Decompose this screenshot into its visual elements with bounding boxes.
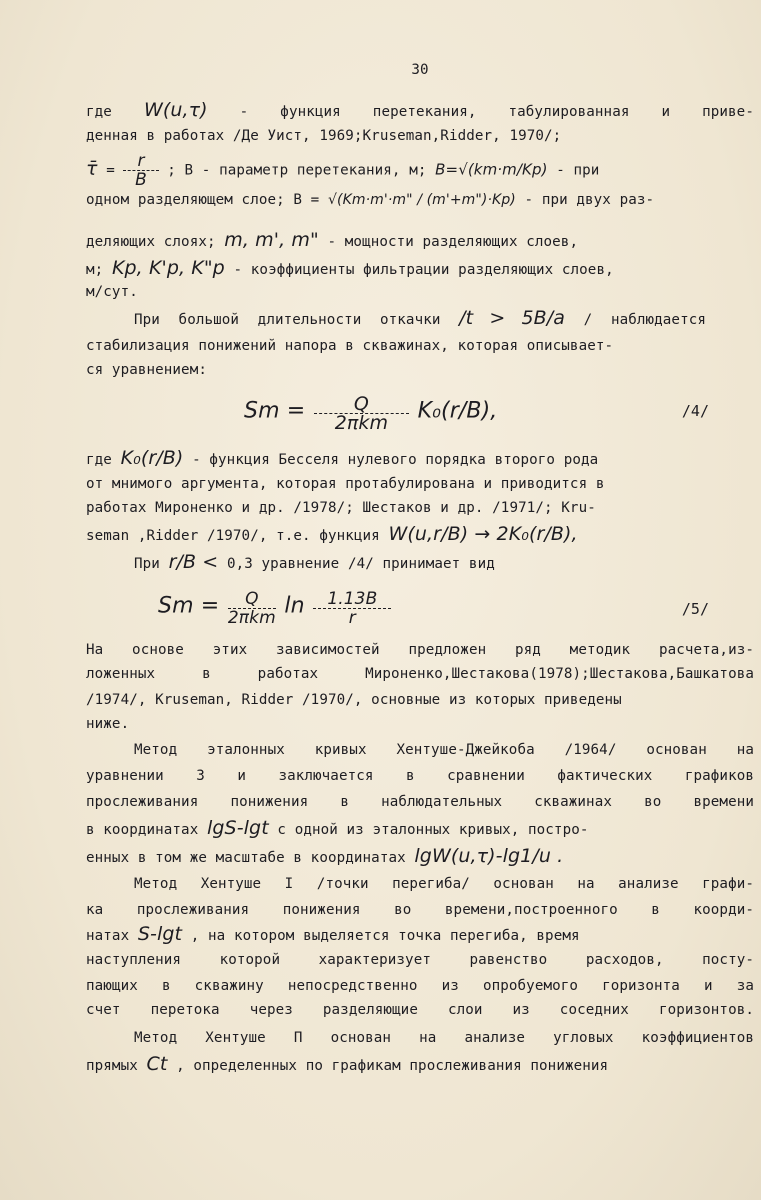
text-line-20: Метод эталонных кривых Хентуше-Джейкоба /1964/ основан на (134, 742, 754, 758)
text-line-32: прямых Ct , определенных по графикам прослеживания понижения (86, 1053, 609, 1075)
text-line-9: стабилизация понижений напора в скважинах, которая описывает- (86, 338, 614, 354)
text-line-30: счет перетока через разделяющие слои из соседних горизонтов. (86, 1002, 754, 1018)
text-line-19: ниже. (86, 716, 130, 732)
text-line-12: от мнимого аргумента, которая протабулирована и приводится в (86, 476, 605, 492)
text-line-6: м; Kp, K'p, K"p - коэффициенты фильтрации разделяющих слоев, (86, 257, 614, 279)
fraction-tau: $\frac{r}{B}$ (123, 152, 158, 189)
text-line-15: При r/B < 0,3 уравнение /4/ принимает вид (134, 551, 495, 573)
text-line-4: одном разделяющем слое; B = √(Km·m'·m" / (m'+m")·Kp) - при двух раз- (86, 192, 655, 208)
text-line-2: денная в работах /Де Уист, 1969;Kruseman,Ridder, 1970/; (86, 128, 562, 144)
text-line-1: где W(u,τ) - функция перетекания, табулированная и приве- (86, 99, 754, 121)
text-line-10: ся уравнением: (86, 362, 207, 378)
text-line-3: τ̄ = $\frac{r}{B}$ ; B - параметр перетекания, м; B=√(km·m/Kp) - при (86, 151, 600, 190)
text-line-23: в координатах lgS-lgt с одной из эталонных кривых, постро- (86, 817, 589, 839)
text-line-13: работах Мироненко и др. /1978/; Шестаков и др. /1971/; Kru- (86, 500, 596, 516)
text-line-28: наступления которой характеризует равенство расходов, посту- (86, 952, 754, 968)
equation-number-4: /4/ (681, 402, 709, 420)
text-line-7: м/сут. (86, 284, 138, 300)
page-number: 30 (411, 62, 429, 78)
text-line-26: ка прослеживания понижения во времени,построенного в коорди- (86, 902, 754, 918)
formula-W-u-tau: W(u,τ) (143, 99, 208, 121)
equation-number-5: /5/ (681, 600, 709, 618)
text-line-18: /1974/, Kruseman, Ridder /1970/, основные из которых приведены (86, 692, 622, 708)
equation-4: Sm = $\frac{Q}{\text{2πkm}}$ K₀(r/B), (244, 393, 498, 434)
text-line-5: деляющих слоях; m, m', m" - мощности разделяющих слоев, (86, 229, 579, 251)
text-line-11: где K₀(r/B) - функция Бесселя нулевого порядка второго рода (86, 447, 599, 469)
text-line-31: Метод Хентуше П основан на анализе угловых коэффициентов (134, 1030, 754, 1046)
equation-5: Sm = $\frac{Q}{\text{2πkm}}$ ln $\frac{1.13B}{r}$ (158, 590, 558, 627)
text-line-8: При большой длительности откачки /t > 5B/a / наблюдается (134, 307, 706, 329)
text-line-17: ложенных в работах Мироненко,Шестакова(1978);Шестакова,Башкатова (86, 666, 754, 682)
text-line-14: seman ,Ridder /1970/, т.е. функция W(u,r/B) → 2K₀(r/B), (86, 523, 578, 545)
text-line-22: прослеживания понижения в наблюдательных скважинах во времени (86, 794, 754, 810)
text-line-29: пающих в скважину непосредственно из опробуемого горизонта и за (86, 978, 754, 994)
text-line-21: уравнении 3 и заключается в сравнении фактических графиков (86, 768, 754, 784)
text-line-16: На основе этих зависимостей предложен ряд методик расчета,из- (86, 642, 754, 658)
text-line-24: енных в том же масштабе в координатах lgW(u,τ)-lg1/u . (86, 845, 564, 867)
text-line-25: Метод Хентуше I /точки перегиба/ основан на анализе графи- (134, 876, 754, 892)
text-line-27: натах S-lgt , на котором выделяется точка перегиба, время (86, 923, 580, 945)
